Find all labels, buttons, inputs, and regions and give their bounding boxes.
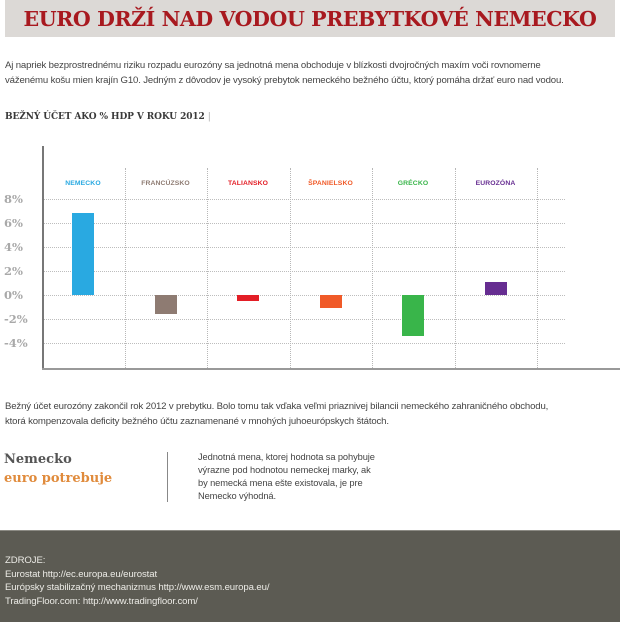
intro-paragraph — [5, 58, 617, 88]
column-divider — [125, 168, 126, 368]
gridline — [44, 199, 565, 200]
gridline — [44, 295, 565, 296]
gridline — [44, 343, 565, 344]
chart-title-separator: | — [207, 112, 211, 122]
bar-nemecko — [72, 213, 94, 295]
callout-text-line: Jednotná mena, ktorej hodnota sa pohybuje — [198, 452, 375, 462]
y-tick-label: 0% — [4, 288, 23, 302]
source-item: Európsky stabilizačný mechanizmus http://www.esm.europa.eu/ — [5, 582, 270, 593]
callout-heading — [4, 450, 112, 488]
column-divider — [372, 168, 373, 368]
category-label: EUROZÓNA — [475, 180, 516, 187]
gridline — [44, 271, 565, 272]
chart-title — [5, 112, 211, 122]
bar-eurozóna — [485, 282, 507, 295]
y-tick-label: -2% — [4, 312, 28, 326]
gridline — [44, 319, 565, 320]
y-tick-label: 4% — [4, 240, 23, 254]
bar-grécko — [402, 295, 424, 336]
column-divider — [207, 168, 208, 368]
callout-heading-line2: euro potrebuje — [4, 471, 113, 486]
sources-footer — [0, 530, 620, 622]
category-label: TALIANSKO — [227, 180, 269, 187]
chart-title-text: BEŽNÝ ÚČET AKO % HDP V ROKU 2012 — [5, 112, 205, 122]
column-divider — [455, 168, 456, 368]
callout-text-line: Nemecko výhodná. — [198, 491, 276, 501]
column-divider — [290, 168, 291, 368]
source-item: TradingFloor.com: http://www.tradingfloor.com/ — [5, 595, 198, 607]
callout-text — [198, 451, 413, 503]
source-item: Eurostat http://ec.europa.eu/eurostat — [5, 568, 158, 580]
summary-paragraph — [5, 399, 617, 429]
title-banner — [5, 0, 615, 37]
y-tick-label: 2% — [4, 264, 23, 278]
intro-line: Aj napriek bezprostrednému riziku rozpadu eurozóny sa jednotná mena obchoduje v blízkosti dvojročných maxím voči rovnomerne — [5, 60, 541, 71]
callout-divider — [167, 452, 168, 502]
category-label: ŠPANIELSKO — [308, 180, 353, 187]
bar-chart — [0, 140, 620, 375]
category-label: GRÉCKO — [397, 180, 429, 187]
category-label: NEMECKO — [65, 180, 101, 187]
gridline — [44, 247, 565, 248]
bar-taliansko — [237, 295, 259, 301]
y-tick-label: 8% — [4, 192, 23, 206]
gridline — [44, 223, 565, 224]
category-label: FRANCÚZSKO — [141, 180, 190, 187]
bar-španielsko — [320, 295, 342, 308]
intro-line: váženému košu mien krajín G10. Jedným z dôvodov je vysoký prebytok nemeckého bežného účtu, ktorý pomáha držať euro nad vodou. — [5, 75, 564, 86]
summary-line: Bežný účet eurozóny zakončil rok 2012 v prebytku. Bolo tomu tak vďaka veľmi priaznivej bilancii nemeckého zahraničného obchodu, — [5, 401, 549, 412]
y-tick-label: -4% — [4, 336, 28, 350]
column-divider — [537, 168, 538, 368]
page-title: EURO DRŽÍ NAD VODOU PREBYTKOVÉ NEMECKO — [23, 6, 597, 31]
x-axis-line — [42, 368, 620, 370]
y-tick-label: 6% — [4, 216, 23, 230]
sources-list — [5, 554, 269, 608]
callout-text-line: výrazne pod hodnotou nemeckej marky, ak — [198, 465, 371, 475]
sources-label: ZDROJE: — [5, 555, 46, 566]
bar-francúzsko — [155, 295, 177, 314]
summary-line: ktorá kompenzovala deficity bežného účtu zaznamenané v mnohých juhoeurópskych štátoch. — [5, 416, 389, 427]
callout-text-line: by nemecká mena ešte existovala, je pre — [198, 478, 363, 488]
callout-heading-line1: Nemecko — [4, 452, 72, 467]
